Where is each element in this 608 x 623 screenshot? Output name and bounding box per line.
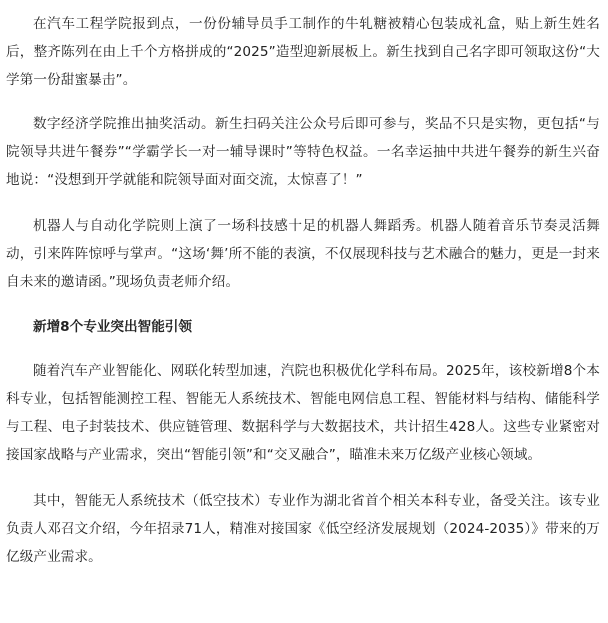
paragraph-robot-dance: 机器人与自动化学院则上演了一场科技感十足的机器人舞蹈秀。机器人随着音乐节奏灵活舞动，引来阵阵惊呼与掌声。“这场‘舞’所不能的表演，不仅展现科技与艺术融合的魅力，更是一封来自未来的邀请函。”现场负责老师介绍。: [6, 218, 600, 290]
paragraph-low-altitude-major: 其中，智能无人系统技术（低空技术）专业作为湖北省首个相关本科专业，备受关注。该专业负责人邓召文介绍，今年招录71人，精准对接国家《低空经济发展规划（2024-2035）》带来的万亿级产业需求。: [6, 493, 600, 565]
section-heading: 新增8个专业突出智能引领: [33, 319, 192, 335]
paragraph-new-majors: 随着汽车产业智能化、网联化转型加速，汽院也积极优化学科布局。2025年，该校新增8个本科专业，包括智能测控工程、智能无人系统技术、智能电网信息工程、智能材料与结构、储能科学与工程、电子封装技术、供应链管理、数据科学与大数据技术，共计招生428人。这些专业紧密对接国家战略与产业需求，突出“智能引领”和“交叉融合”，瞄准未来万亿级产业核心领域。: [6, 363, 600, 463]
paragraph-lottery-activity: 数字经济学院推出抽奖活动。新生扫码关注公众号后即可参与，奖品不只是实物，更包括“与院领导共进午餐券”“学霸学长一对一辅导课时”等特色权益。一名幸运抽中共进午餐券的新生兴奋地说：“没想到开学就能和院领导面对面交流，太惊喜了！”: [6, 116, 600, 188]
paragraph-orientation-gifts: 在汽车工程学院报到点，一份份辅导员手工制作的牛轧糖被精心包装成礼盒，贴上新生姓名后，整齐陈列在由上千个方格拼成的“2025”造型迎新展板上。新生找到自己名字即可领取这份“大学第一份甜蜜暴击”。: [6, 16, 600, 88]
